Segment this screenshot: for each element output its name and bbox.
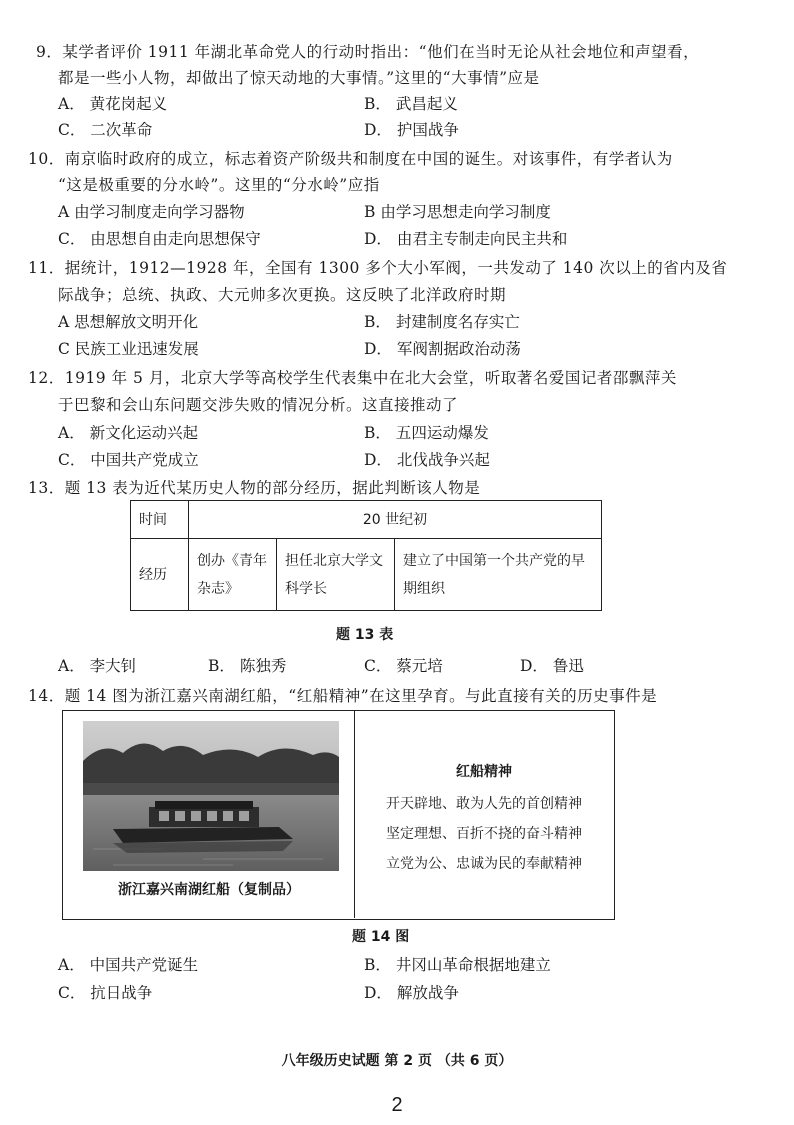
q10-stem-line2: “这是极重要的分水岭”。这里的“分水岭”应指 [58, 176, 380, 194]
q10-option-b: B 由学习思想走向学习制度 [364, 203, 551, 221]
spirit-title: 红船精神 [456, 764, 512, 780]
q13-option-a: A． 李大钊 [58, 657, 137, 675]
q14-option-a: A． 中国共产党诞生 [58, 956, 199, 974]
q11-option-a: A 思想解放文明开化 [58, 313, 199, 331]
q10-option-a: A 由学习制度走向学习器物 [58, 203, 245, 221]
q11-option-d: D． 军阀割据政治动荡 [364, 340, 521, 358]
q12-option-d: D． 北伐战争兴起 [364, 451, 490, 469]
q13-table-header-experience: 经历 [131, 539, 189, 611]
q14-stem: 14．题 14 图为浙江嘉兴南湖红船，“红船精神”在这里孕育。与此直接有关的历史事件是 [28, 687, 658, 705]
q13-caption: 题 13 表 [336, 627, 394, 643]
q14-option-d: D． 解放战争 [364, 984, 459, 1002]
q13-table-cell-1: 创办《青年杂志》 [189, 539, 277, 611]
q12-option-a: A． 新文化运动兴起 [58, 424, 199, 442]
q14-spirit-panel [355, 711, 613, 918]
q13-table-header-time: 时间 [131, 501, 189, 539]
q13-option-d: D． 鲁迅 [520, 657, 584, 675]
q10-stem-line1: 10．南京临时政府的成立，标志着资产阶级共和制度在中国的诞生。对该事件，有学者认为 [28, 150, 673, 168]
spirit-line-3: 立党为公、忠诚为民的奉献精神 [386, 856, 582, 872]
q14-figure [62, 710, 615, 920]
q11-stem-line2: 际战争；总统、执政、大元帅多次更换。这反映了北洋政府时期 [58, 286, 507, 304]
q13-table-cell-3: 建立了中国第一个共产党的早期组织 [395, 539, 602, 611]
q9-option-c: C． 二次革命 [58, 121, 153, 139]
q11-stem-line1: 11．据统计，1912—1928 年，全国有 1300 多个大小军阀，一共发动了 140 次以上的省内及省 [28, 259, 728, 277]
q10-option-c: C． 由思想自由走向思想保守 [58, 230, 261, 248]
q9-option-d: D． 护国战争 [364, 121, 459, 139]
page-footer: 八年级历史试题 第 2 页 （共 6 页） [281, 1053, 513, 1069]
q9-stem-line2: 都是一些小人物，却做出了惊天动地的大事情。”这里的“大事情”应是 [58, 69, 540, 87]
q12-stem-line2: 于巴黎和会山东问题交涉失败的情况分析。这直接推动了 [58, 396, 459, 414]
q14-photo-caption: 浙江嘉兴南湖红船（复制品） [118, 882, 300, 898]
q14-caption: 题 14 图 [352, 929, 410, 945]
q9-option-a: A． 黄花岗起义 [58, 95, 168, 113]
q11-option-b: B． 封建制度名存实亡 [364, 313, 520, 331]
q14-photo-panel [63, 711, 355, 918]
q9-stem-line1: 9．某学者评价 1911 年湖北革命党人的行动时指出：“他们在当时无论从社会地位和声望看， [36, 43, 700, 61]
q13-table-time-value: 20 世纪初 [189, 501, 602, 539]
q9-option-b: B． 武昌起义 [364, 95, 458, 113]
red-boat-photo [83, 721, 339, 871]
q14-option-c: C． 抗日战争 [58, 984, 153, 1002]
q13-option-c: C． 蔡元培 [364, 657, 443, 675]
q13-table [130, 500, 602, 611]
q13-stem: 13．题 13 表为近代某历史人物的部分经历，据此判断该人物是 [28, 479, 481, 497]
q14-option-b: B． 井冈山革命根据地建立 [364, 956, 551, 974]
spirit-line-1: 开天辟地、敢为人先的首创精神 [386, 796, 582, 812]
q10-option-d: D． 由君主专制走向民主共和 [364, 230, 568, 248]
q11-option-c: C 民族工业迅速发展 [58, 340, 199, 358]
spirit-line-2: 坚定理想、百折不挠的奋斗精神 [386, 826, 582, 842]
q12-option-c: C． 中国共产党成立 [58, 451, 199, 469]
q13-table-cell-2: 担任北京大学文科学长 [277, 539, 395, 611]
page-number: 2 [391, 1094, 403, 1116]
q13-option-b: B． 陈独秀 [208, 657, 287, 675]
q12-option-b: B． 五四运动爆发 [364, 424, 489, 442]
q12-stem-line1: 12．1919 年 5 月，北京大学等高校学生代表集中在北大会堂，听取著名爱国记者邵飘萍关 [28, 369, 677, 387]
